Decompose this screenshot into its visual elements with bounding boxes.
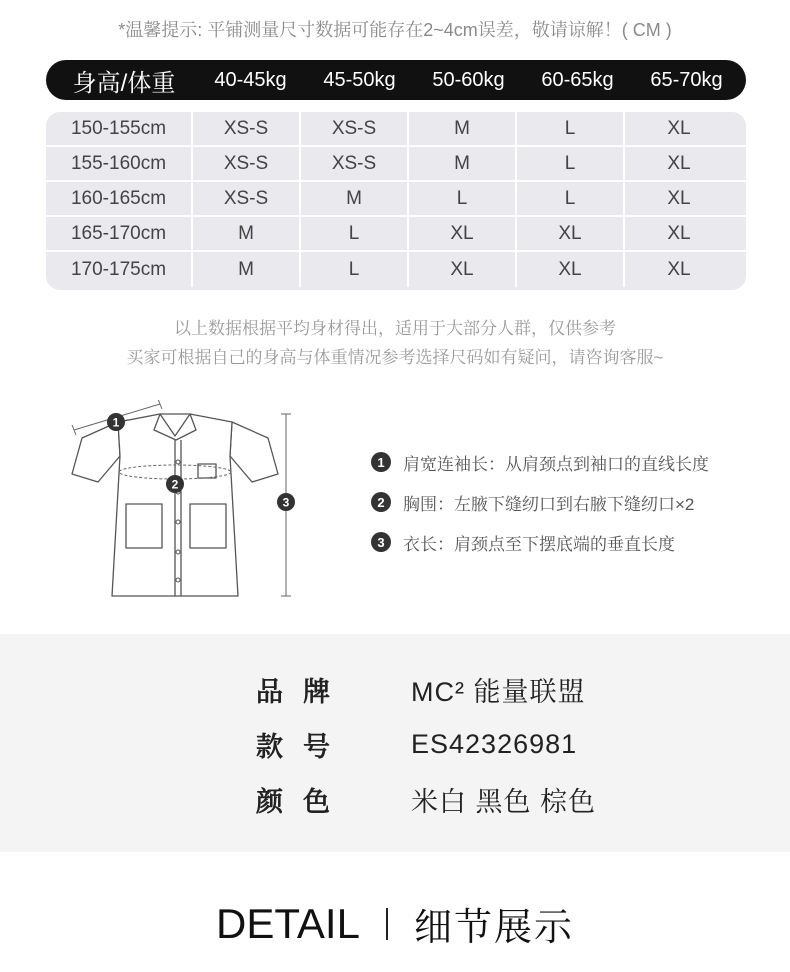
svg-text:1: 1 — [112, 415, 120, 430]
size-cell: XL — [517, 252, 625, 287]
legend-number-badge: 1 — [371, 452, 391, 472]
marker-2 — [166, 475, 184, 493]
table-row — [46, 112, 746, 147]
size-cell: XL — [667, 152, 691, 174]
size-cell: XS-S — [301, 112, 409, 145]
detail-heading-en: DETAIL — [216, 899, 360, 947]
weight-col-1: 40-45kg — [214, 68, 287, 91]
model-label: 款号 — [256, 732, 350, 762]
table-row — [46, 182, 746, 217]
svg-text:3: 3 — [282, 495, 290, 510]
table-row — [46, 252, 746, 287]
right-sleeve — [230, 422, 278, 482]
size-cell: L — [301, 252, 409, 287]
weight-col-3: 50-60kg — [432, 68, 505, 91]
size-note-line-2: 买家可根据自己的身高与体重情况参考选择尺码如有疑问，请咨询客服~ — [126, 348, 664, 367]
weight-col-5: 65-70kg — [650, 68, 723, 91]
height-cell: 165-170cm — [46, 217, 193, 250]
legend-text: 衣长：肩颈点至下摆底端的垂直长度 — [403, 534, 675, 554]
size-table — [46, 112, 746, 290]
legend-number-badge: 3 — [371, 532, 391, 552]
height-cell: 170-175cm — [46, 252, 193, 287]
measurement-legend — [371, 450, 709, 570]
color-label: 颜色 — [256, 787, 350, 817]
legend-item — [371, 490, 709, 514]
color-row — [256, 780, 596, 819]
legend-text: 肩宽连袖长：从肩颈点到袖口的直线长度 — [403, 454, 709, 474]
detail-heading — [0, 896, 790, 951]
size-cell: M — [193, 252, 301, 287]
weight-col-2: 45-50kg — [323, 68, 396, 91]
size-cell: XL — [667, 222, 691, 244]
coat-measurement-diagram — [60, 400, 310, 610]
height-cell: 155-160cm — [46, 147, 193, 180]
weight-col-4: 60-65kg — [541, 68, 614, 91]
legend-item — [371, 530, 709, 554]
heading-divider — [386, 908, 388, 940]
size-cell: XS-S — [301, 147, 409, 180]
size-cell: XS-S — [193, 182, 301, 215]
legend-item — [371, 450, 709, 474]
brand-row — [256, 670, 585, 709]
size-cell: L — [409, 182, 517, 215]
size-note-line-1: 以上数据根据平均身材得出，适用于大部分人群，仅供参考 — [174, 319, 616, 338]
size-cell: XL — [667, 117, 691, 139]
color-value: 米白 黑色 棕色 — [411, 787, 597, 817]
marker-3 — [277, 493, 295, 511]
size-cell: L — [517, 182, 625, 215]
left-sleeve — [72, 422, 120, 482]
table-row — [46, 147, 746, 182]
table-row — [46, 217, 746, 252]
model-value: ES42326981 — [411, 729, 578, 759]
detail-heading-cn: 细节展示 — [413, 907, 574, 949]
marker-1 — [107, 413, 125, 431]
size-cell: XL — [667, 187, 691, 209]
size-cell: M — [409, 112, 517, 145]
size-cell: XL — [517, 217, 625, 250]
legend-text: 胸围：左腋下缝纫口到右腋下缝纫口×2 — [403, 494, 695, 514]
legend-number-badge: 2 — [371, 492, 391, 512]
size-cell: XL — [667, 258, 691, 280]
size-cell: XL — [409, 252, 517, 287]
size-cell: L — [517, 147, 625, 180]
size-cell: XS-S — [193, 147, 301, 180]
height-cell: 160-165cm — [46, 182, 193, 215]
right-pocket — [190, 504, 226, 548]
left-pocket — [126, 504, 162, 548]
product-info-panel — [0, 634, 790, 852]
size-cell: M — [409, 147, 517, 180]
size-cell: XS-S — [193, 112, 301, 145]
size-cell: XL — [409, 217, 517, 250]
model-row — [256, 725, 577, 764]
size-cell: M — [193, 217, 301, 250]
size-cell: L — [517, 112, 625, 145]
height-cell: 150-155cm — [46, 112, 193, 145]
svg-text:2: 2 — [171, 477, 179, 492]
corner-label: 身高/体重 — [72, 69, 176, 97]
size-cell: M — [301, 182, 409, 215]
size-table-header — [46, 60, 746, 100]
brand-label: 品牌 — [256, 677, 350, 707]
brand-value: MC² 能量联盟 — [411, 677, 586, 707]
size-cell: L — [301, 217, 409, 250]
measurement-notice: *温馨提示: 平铺测量尺寸数据可能存在2~4cm误差，敬请谅解！( CM ) — [118, 20, 672, 40]
